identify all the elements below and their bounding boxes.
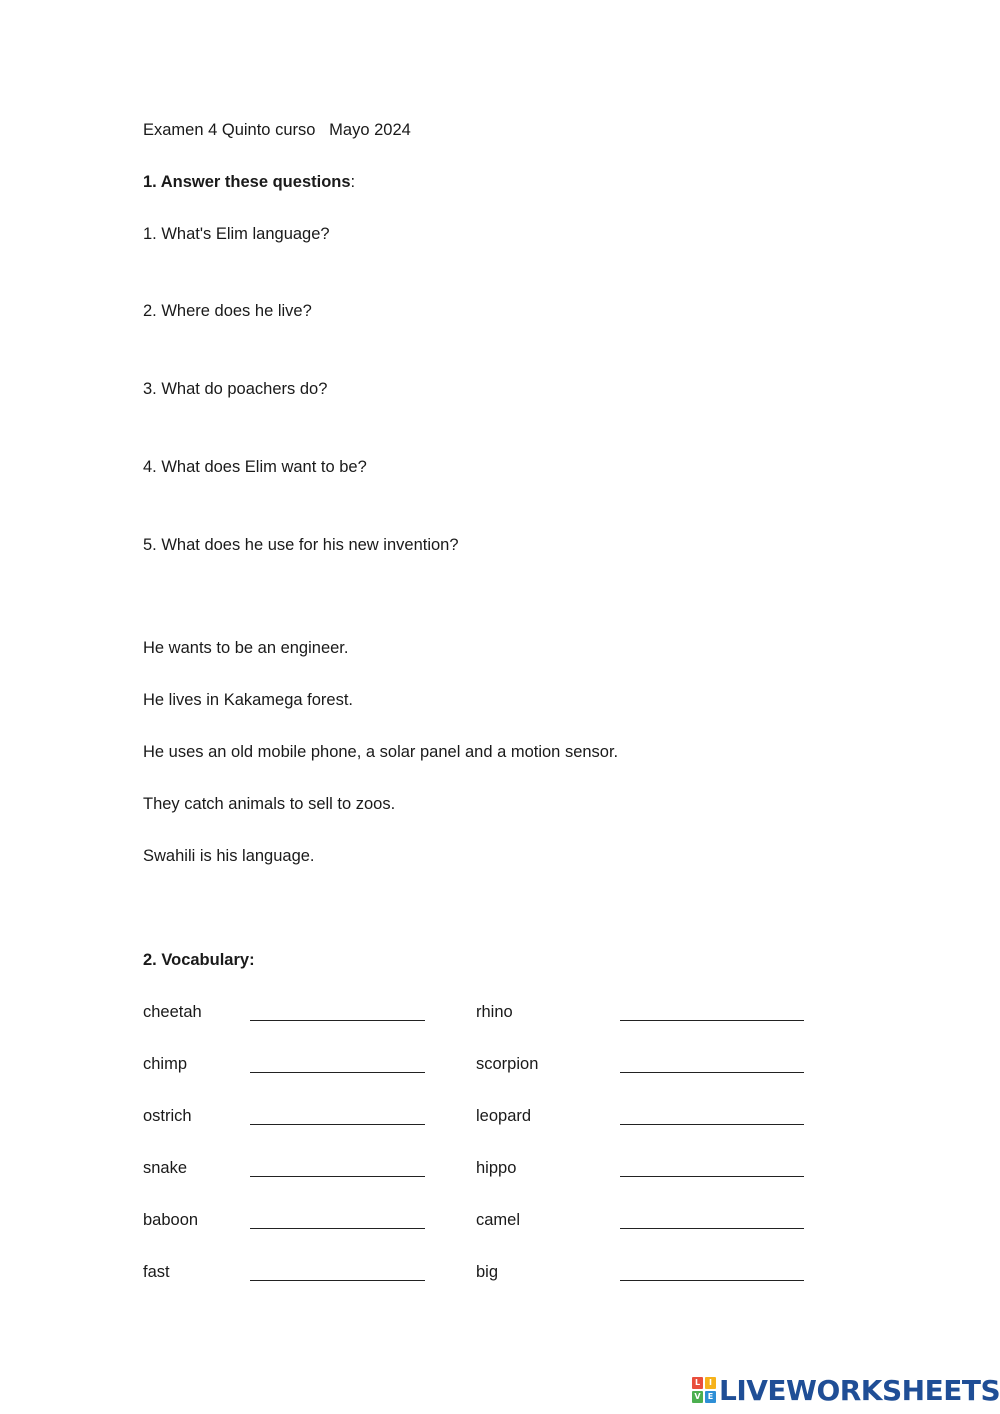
vocab-word-left: chimp xyxy=(143,1055,188,1073)
vocab-word-right: rhino xyxy=(476,1003,513,1021)
logo-text: LIVEWORKSHEETS xyxy=(719,1373,1000,1407)
section2-heading: 2. Vocabulary: xyxy=(143,951,255,969)
question-4: 4. What does Elim want to be? xyxy=(143,458,367,476)
vocab-word-right: hippo xyxy=(476,1159,517,1177)
answer-option[interactable]: They catch animals to sell to zoos. xyxy=(143,795,396,813)
question-1: 1. What's Elim language? xyxy=(143,225,330,243)
answer-option[interactable]: He wants to be an engineer. xyxy=(143,639,349,657)
vocab-blank-right[interactable] xyxy=(620,1020,804,1021)
question-3: 3. What do poachers do? xyxy=(143,380,328,398)
vocab-blank-left[interactable] xyxy=(250,1124,425,1125)
answer-option[interactable]: He uses an old mobile phone, a solar panel and a motion sensor. xyxy=(143,743,619,761)
vocab-blank-right[interactable] xyxy=(620,1228,804,1229)
vocab-word-left: baboon xyxy=(143,1211,199,1229)
vocab-word-left: ostrich xyxy=(143,1107,192,1125)
vocab-blank-right[interactable] xyxy=(620,1280,804,1281)
section1-heading xyxy=(143,172,355,192)
answer-option[interactable]: He lives in Kakamega forest. xyxy=(143,691,354,709)
liveworksheets-logo xyxy=(692,1374,1000,1406)
vocab-word-right: camel xyxy=(476,1211,521,1229)
vocab-word-left: cheetah xyxy=(143,1003,202,1021)
vocab-blank-left[interactable] xyxy=(250,1280,425,1281)
section1-heading-colon: : xyxy=(350,173,356,191)
exam-title: Examen 4 Quinto curso Mayo 2024 xyxy=(143,121,411,139)
vocab-blank-right[interactable] xyxy=(620,1176,804,1177)
logo-tile-i: I xyxy=(705,1377,716,1389)
logo-tile-v: V xyxy=(692,1391,703,1403)
section1-heading-text: 1. Answer these questions xyxy=(143,173,351,191)
logo-tile-e: E xyxy=(705,1391,716,1403)
logo-tile-l: L xyxy=(692,1377,703,1389)
vocab-blank-left[interactable] xyxy=(250,1176,425,1177)
vocab-blank-right[interactable] xyxy=(620,1072,804,1073)
vocab-word-right: big xyxy=(476,1263,499,1281)
vocab-word-right: scorpion xyxy=(476,1055,539,1073)
vocab-blank-left[interactable] xyxy=(250,1228,425,1229)
question-2: 2. Where does he live? xyxy=(143,302,312,320)
question-5: 5. What does he use for his new invention? xyxy=(143,536,459,554)
vocab-blank-left[interactable] xyxy=(250,1072,425,1073)
vocab-word-right: leopard xyxy=(476,1107,532,1125)
vocab-word-left: fast xyxy=(143,1263,170,1281)
vocab-blank-left[interactable] xyxy=(250,1020,425,1021)
answer-option[interactable]: Swahili is his language. xyxy=(143,847,315,865)
vocab-blank-right[interactable] xyxy=(620,1124,804,1125)
vocab-word-left: snake xyxy=(143,1159,188,1177)
liveworksheets-logo-icon xyxy=(692,1377,716,1403)
